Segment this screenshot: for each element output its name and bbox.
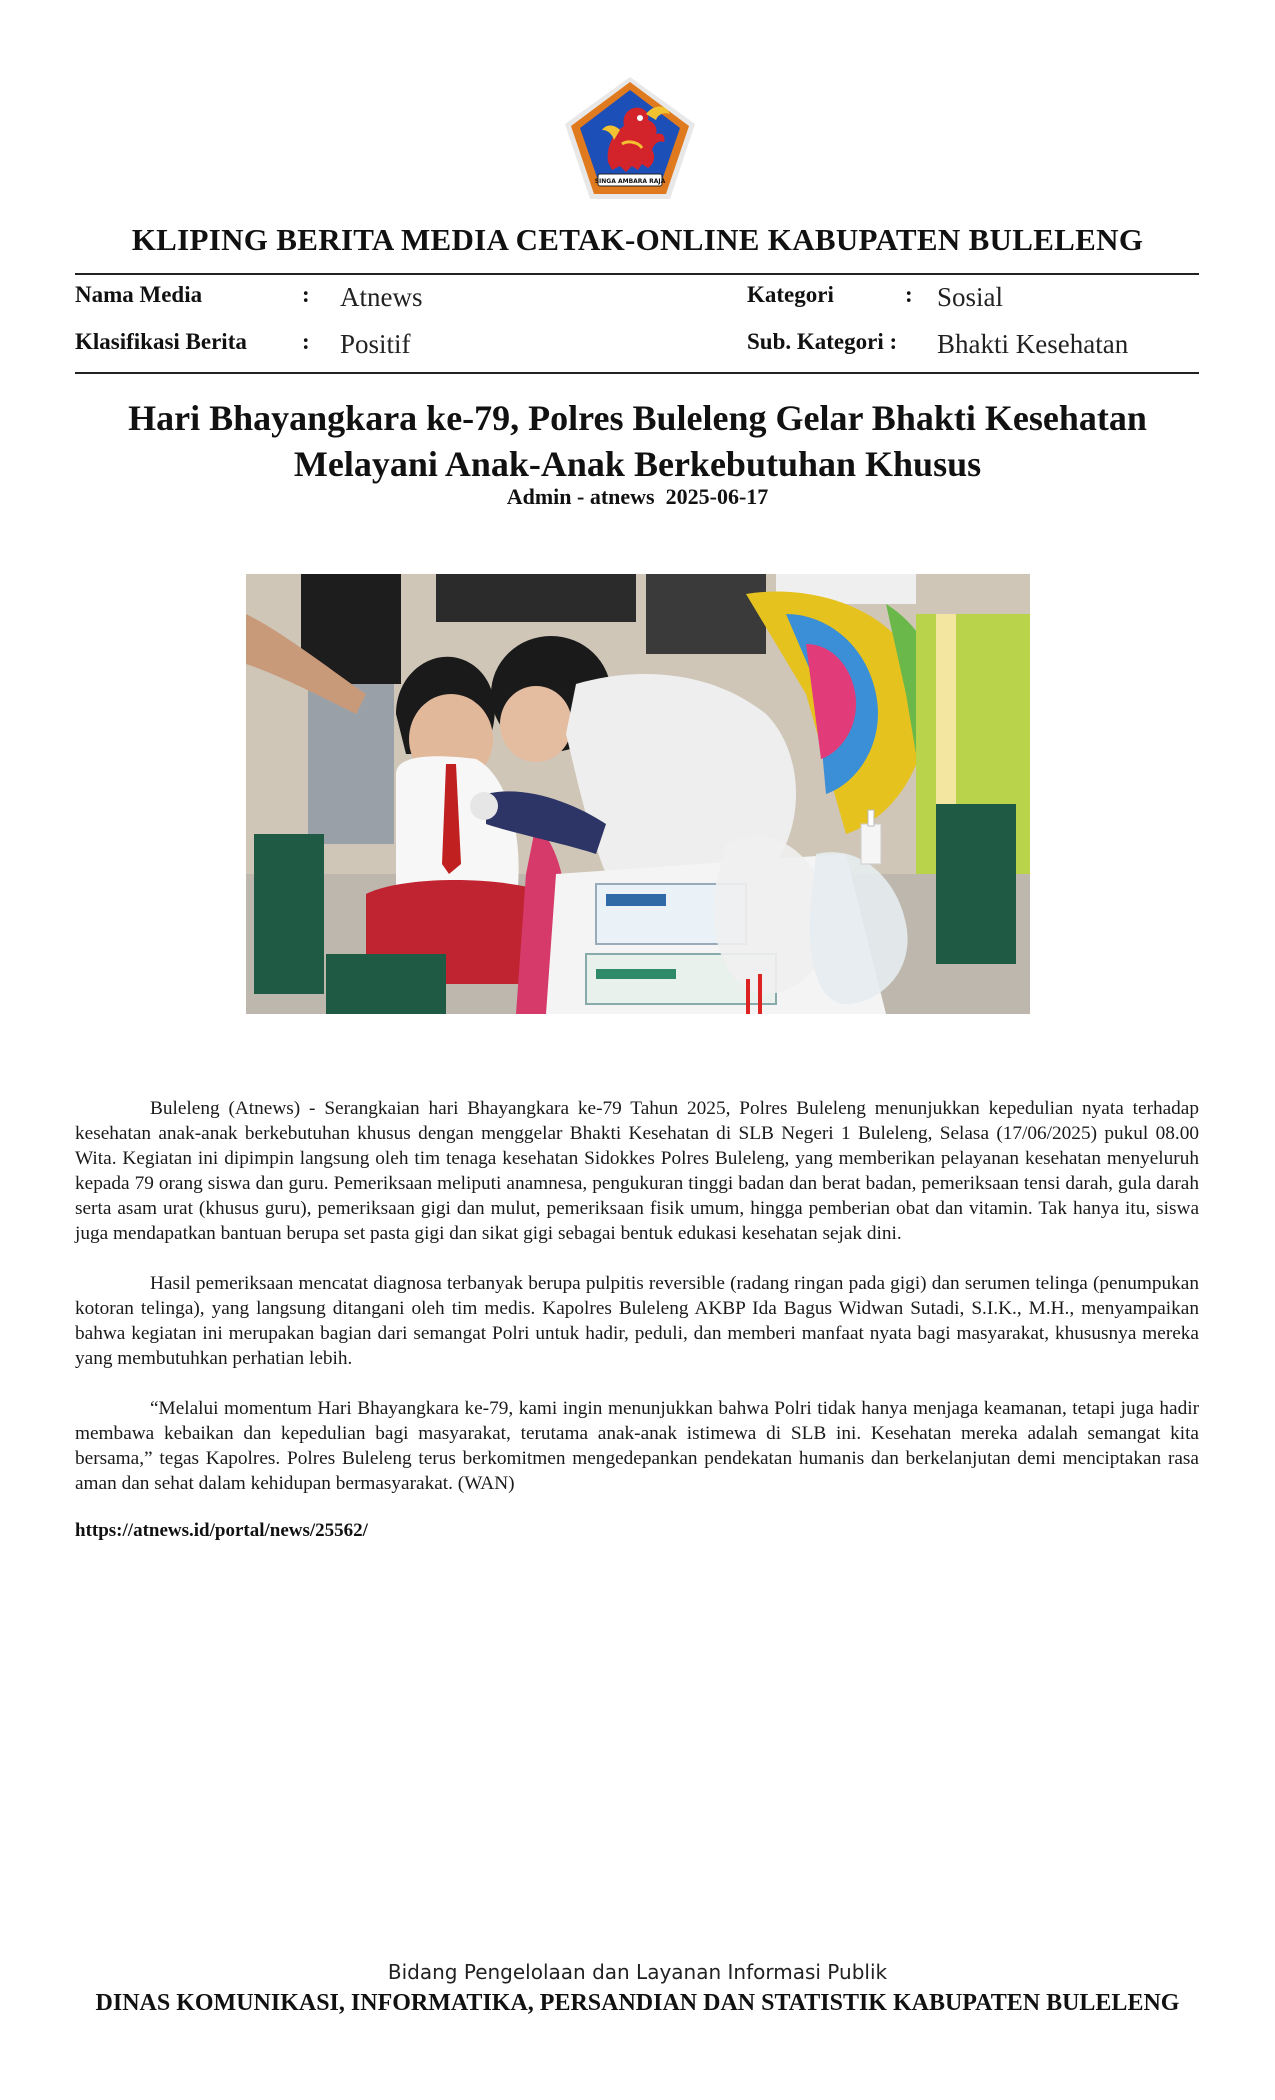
klasifikasi-colon: :	[302, 329, 310, 354]
article-paragraph-1: Buleleng (Atnews) - Serangkaian hari Bhayangkara ke-79 Tahun 2025, Polres Buleleng menunjukkan kepedulian nyata terhadap kesehatan anak-anak berkebutuhan khusus dengan menggelar Bhakti Kesehatan di SLB Negeri 1 Buleleng, Selasa (17/06/2025) pukul 08.00 Wita. Kegiatan ini dipimpin langsung oleh tim tenaga kesehatan Sidokkes Polres Buleleng, yang memberikan pelayanan kesehatan menyeluruh kepada 79 orang siswa dan guru. Pemeriksaan meliputi anamnesa, pengukuran tinggi badan dan berat badan, pemeriksaan tensi darah, gula darah serta asam urat (khusus guru), pemeriksaan gigi dan mulut, pemeriksaan fisik umum, hingga pemberian obat dan vitamin. Tak hanya itu, siswa juga mendapatkan bantuan berupa set pasta gigi dan sikat gigi sebagai bentuk edukasi kesehatan sejak dini.	[75, 1098, 1199, 1244]
kategori-label: Kategori	[747, 282, 834, 307]
article-paragraph-2: Hasil pemeriksaan mencatat diagnosa terbanyak berupa pulpitis reversible (radang ringan pada gigi) dan serumen telinga (penumpukan kotoran telinga), yang langsung ditangani oleh tim medis. Kapolres Buleleng AKBP Ida Bagus Widwan Sutadi, S.I.K., M.H., menyampaikan bahwa kegiatan ini merupakan bagian dari semangat Polri untuk hadir, peduli, dan memberi manfaat nyata bagi masyarakat, khususnya mereka yang membutuhkan perhatian lebih.	[75, 1273, 1199, 1369]
media-label: Nama Media	[75, 282, 203, 307]
article-byline	[0, 484, 1275, 510]
article-title	[100, 395, 1175, 487]
header-divider-top	[75, 273, 1199, 275]
media-colon: :	[302, 282, 310, 307]
buleleng-crest-logo	[562, 74, 698, 202]
footer-bidang: Bidang Pengelolaan dan Layanan Informasi Publik	[387, 1960, 888, 1984]
header-divider-bottom	[75, 372, 1199, 374]
sub-kategori-value: Bhakti Kesehatan	[937, 329, 1129, 359]
article-body	[75, 1096, 1199, 1521]
article-title-line-1: Hari Bhayangkara ke-79, Polres Buleleng Gelar Bhakti Kesehatan	[128, 398, 1147, 438]
kategori-colon: :	[905, 282, 913, 307]
logo-ribbon-text: SINGA AMBARA RAJA	[594, 178, 666, 185]
article-paragraph-3: “Melalui momentum Hari Bhayangkara ke-79, kami ingin menunjukkan bahwa Polri tidak hanya menjaga keamanan, tetapi juga hadir membawa kebaikan dan kepedulian bagi masyarakat, terutama anak-anak istimewa di SLB ini. Kesehatan mereka adalah semangat kita bersama,” tegas Kapolres. Polres Buleleng terus berkomitmen mengedepankan pendekatan humanis dan berkelanjutan demi menciptakan rasa aman dan sehat dalam kehidupan bermasyarakat. (WAN)	[75, 1398, 1199, 1494]
article-author: Admin - atnews	[506, 484, 655, 509]
klasifikasi-value: Positif	[340, 329, 411, 359]
news-photo-health-check	[246, 574, 1030, 1014]
article-date: 2025-06-17	[665, 484, 769, 509]
klasifikasi-label: Klasifikasi Berita	[75, 329, 247, 354]
media-value: Atnews	[340, 282, 423, 312]
footer-dinas: DINAS KOMUNIKASI, INFORMATIKA, PERSANDIAN DAN STATISTIK KABUPATEN BULELENG	[95, 1990, 1180, 2016]
source-url-link[interactable]: https://atnews.id/portal/news/25562/	[75, 1520, 368, 1541]
clipping-header-title: KLIPING BERITA MEDIA CETAK-ONLINE KABUPATEN BULELENG	[131, 222, 1144, 257]
sub-kategori-label: Sub. Kategori :	[747, 329, 898, 354]
article-title-line-2: Melayani Anak-Anak Berkebutuhan Khusus	[293, 444, 982, 484]
kategori-value: Sosial	[937, 282, 1004, 312]
